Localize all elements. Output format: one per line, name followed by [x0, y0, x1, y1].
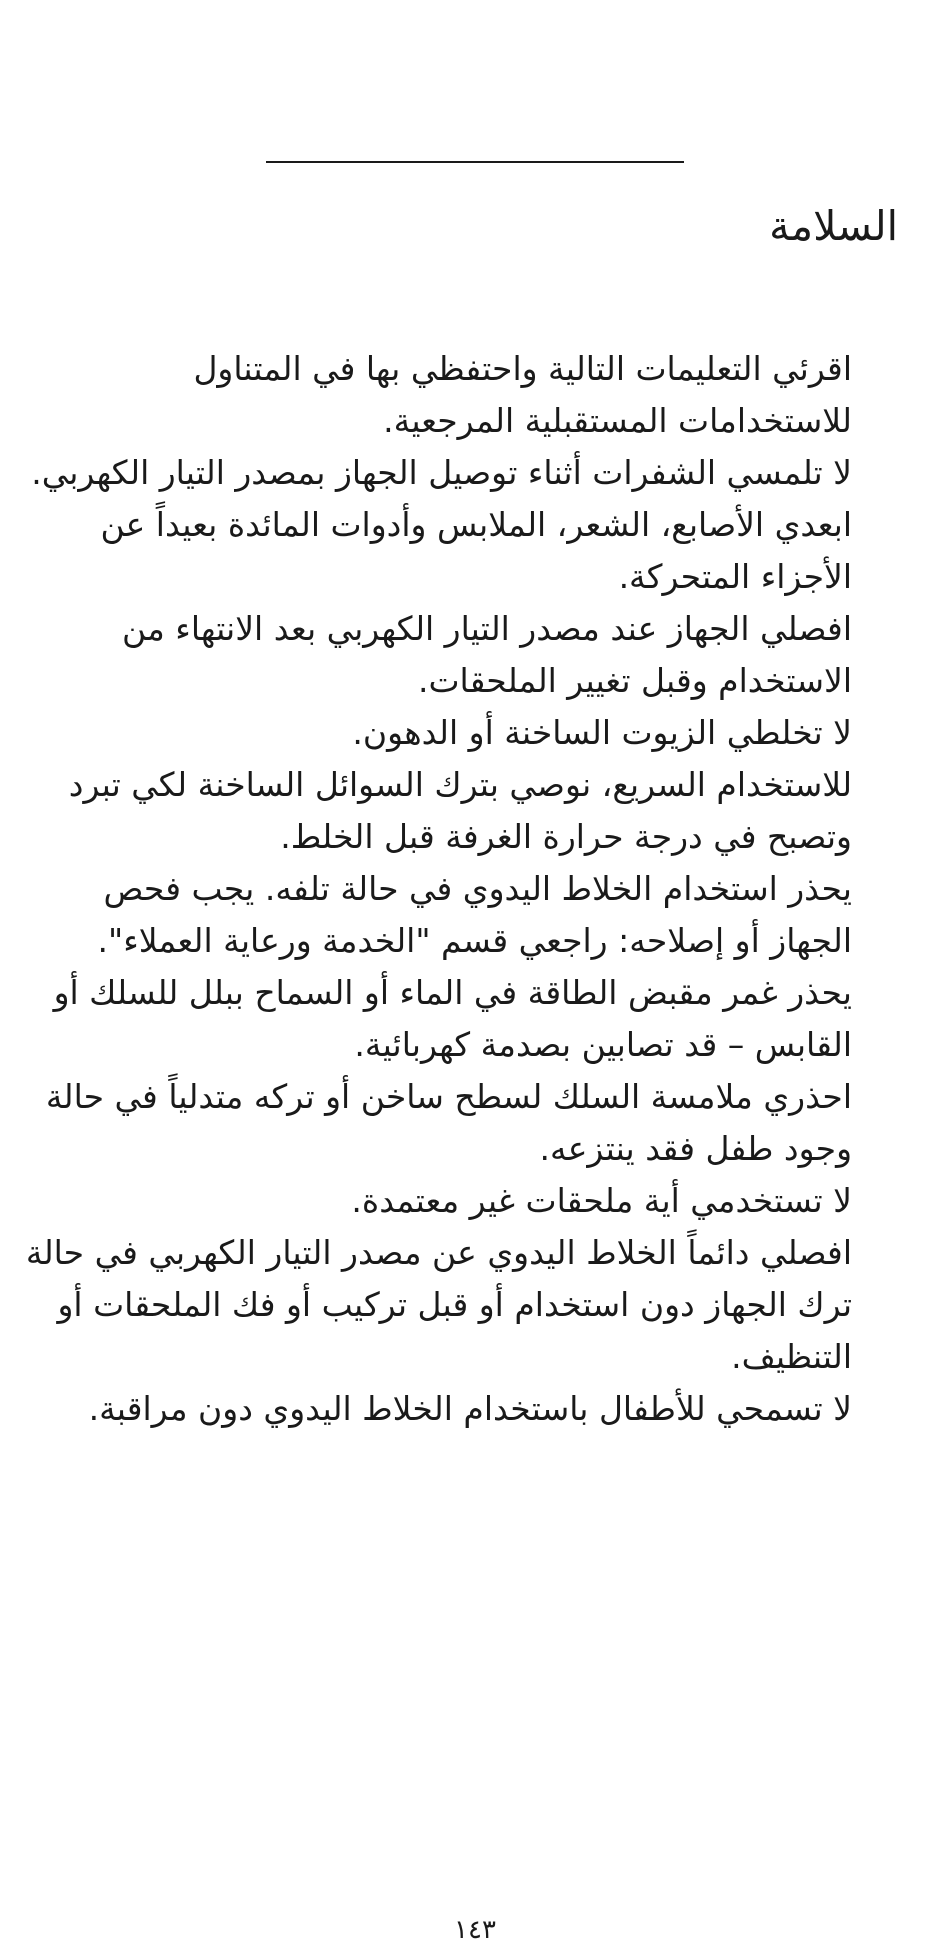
instruction-item: يحذر استخدام الخلاط اليدوي في حالة تلفه. يجب فحص الجهاز أو إصلاحه: راجعي قسم "الخدمة ورعاية العملاء".	[97, 869, 852, 960]
instruction-item: يحذر غمر مقبض الطاقة في الماء أو السماح ببلل للسلك أو القابس – قد تصابين بصدمة كهربائية.	[53, 973, 852, 1064]
instruction-item: لا تخلطي الزيوت الساخنة أو الدهون.	[352, 713, 852, 752]
instruction-item: للاستخدام السريع، نوصي بترك السوائل الساخنة لكي تبرد وتصبح في درجة حرارة الغرفة قبل الخلط.	[68, 765, 852, 856]
instruction-item: احذري ملامسة السلك لسطح ساخن أو تركه متدلياً في حالة وجود طفل فقد ينتزعه.	[45, 1077, 852, 1168]
instruction-item: ابعدي الأصابع، الشعر، الملابس وأدوات المائدة بعيداً عن الأجزاء المتحركة.	[100, 505, 852, 596]
page-number: ١٤٣	[454, 1915, 496, 1945]
instruction-item: لا تلمسي الشفرات أثناء توصيل الجهاز بمصدر التيار الكهربي.	[31, 453, 852, 492]
section-title: السلامة	[769, 202, 898, 250]
instruction-item: لا تسمحي للأطفال باستخدام الخلاط اليدوي دون مراقبة.	[88, 1389, 852, 1428]
instruction-item: لا تستخدمي أية ملحقات غير معتمدة.	[351, 1181, 852, 1220]
instruction-item: افصلي الجهاز عند مصدر التيار الكهربي بعد الانتهاء من الاستخدام وقبل تغيير الملحقات.	[122, 609, 852, 700]
top-rule	[266, 161, 684, 163]
instruction-item: افصلي دائماً الخلاط اليدوي عن مصدر التيار الكهربي في حالة ترك الجهاز دون استخدام أو قبل تركيب أو فك الملحقات أو التنظيف.	[25, 1233, 852, 1376]
instruction-item: اقرئي التعليمات التالية واحتفظي بها في المتناول للاستخدامات المستقبلية المرجعية.	[193, 349, 852, 440]
safety-instructions-list	[22, 343, 852, 1435]
